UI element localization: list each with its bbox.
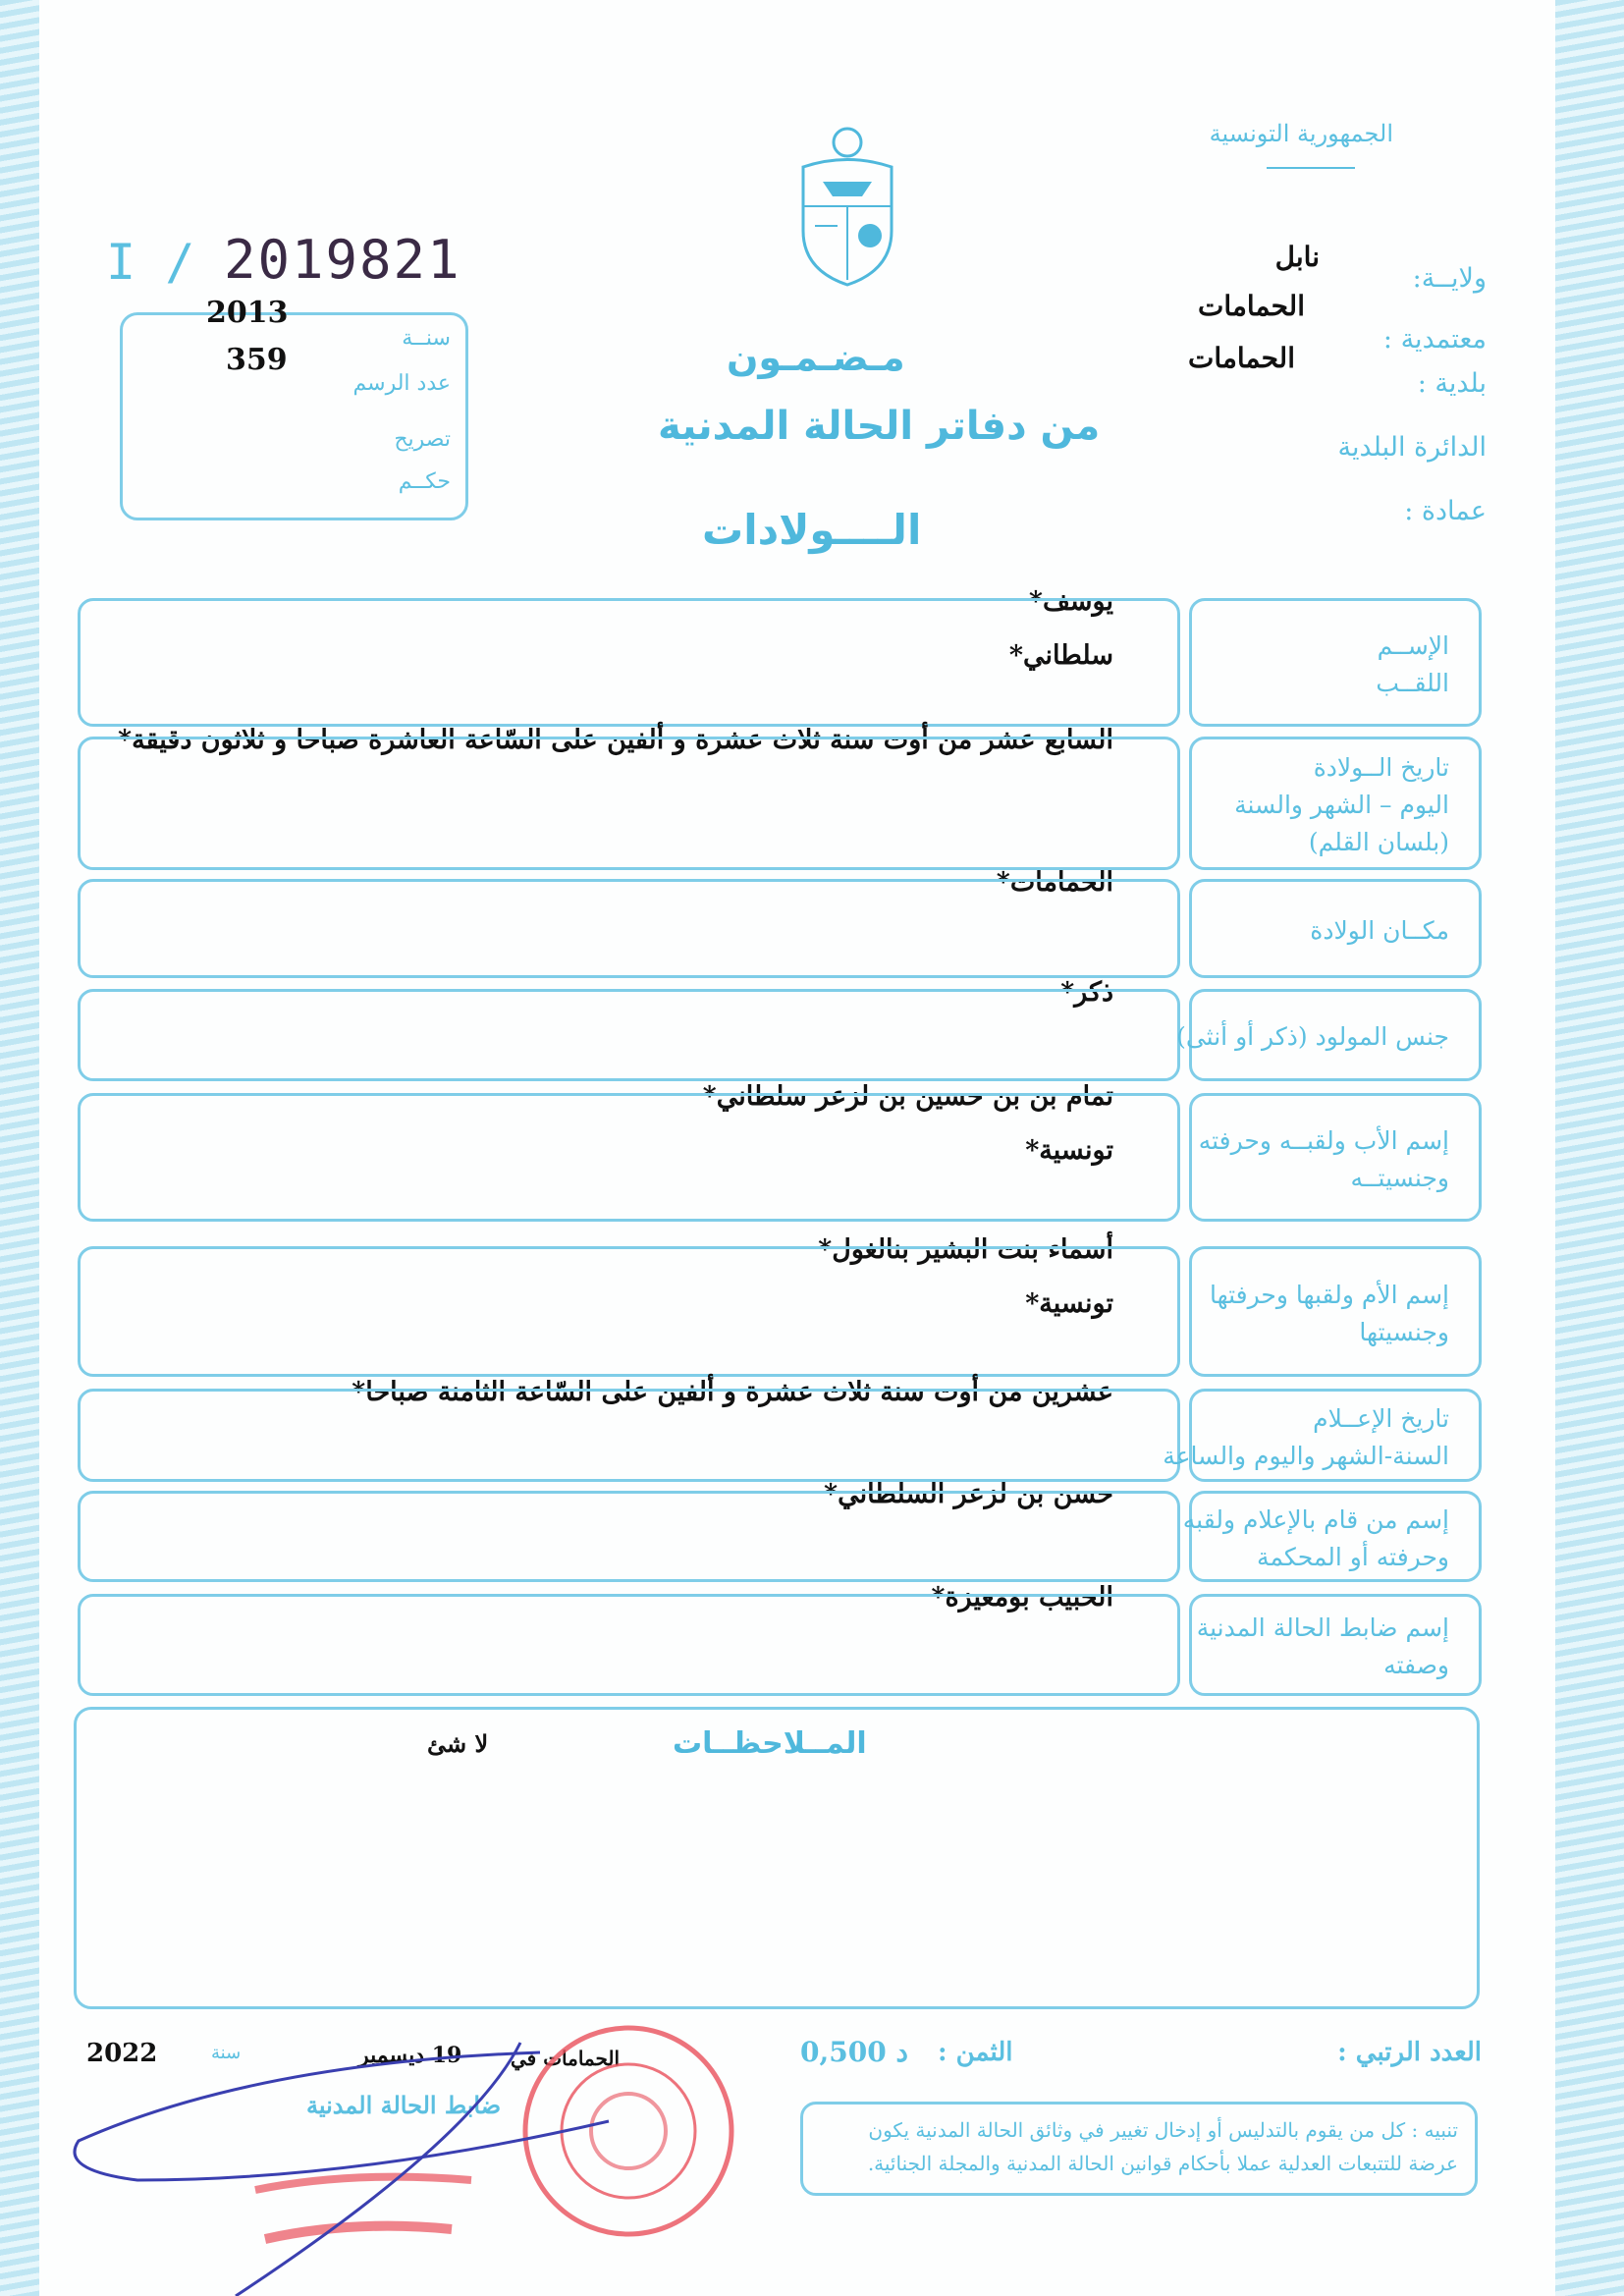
field-value: الحبيب بومعيزة*	[931, 1582, 1113, 1613]
sector-label: عمادة :	[1404, 496, 1487, 526]
official-stamp-and-signature	[59, 2023, 746, 2296]
field-label: إسم الأم ولقبها وحرفتها	[1209, 1280, 1449, 1309]
serial-number: 2019821	[224, 229, 461, 291]
serial-prefix: I /	[106, 234, 195, 291]
declaration-label: تصريح	[394, 427, 451, 452]
field-label-box	[1189, 1246, 1482, 1377]
field-value: يوسف*	[1028, 586, 1113, 617]
field-value: تونسية*	[1025, 1135, 1113, 1166]
field-value: تمام بن بن حسين بن لزعر سلطاني*	[702, 1081, 1113, 1112]
field-label: وحرفته أو المحكمة	[1257, 1542, 1449, 1571]
governorate-value: نابل	[1274, 241, 1320, 273]
field-value-box	[78, 1491, 1180, 1582]
judgment-label: حكــم	[398, 469, 451, 494]
field-label: إسم من قام بالإعلام ولقبه	[1182, 1504, 1449, 1534]
field-value: سلطاني*	[1008, 640, 1113, 671]
field-label: اللقــب	[1376, 668, 1449, 697]
issue-place: الحمامات في	[511, 2047, 621, 2070]
title-births: الــــولادات	[702, 506, 922, 554]
field-value-box	[78, 1093, 1180, 1222]
field-label-box	[1163, 1389, 1482, 1482]
field-value: السابع عشر من أوت سنة ثلاث عشرة و ألفين على السّاعة العاشرة صباحا و ثلاثون دقيقة*	[118, 725, 1113, 755]
field-value: حسن بن لزعر السلطاني*	[824, 1479, 1113, 1509]
field-label: السنة-الشهر واليوم والساعة	[1163, 1441, 1449, 1470]
divider	[1267, 167, 1355, 169]
issue-date: 19 ديسمبر	[358, 2043, 462, 2068]
record-act-number-label: عدد الرسم	[352, 371, 451, 396]
field-value: الحمامات*	[996, 867, 1113, 898]
coat-of-arms-emblem	[793, 123, 901, 290]
field-label: تاريخ الإعــلام	[1313, 1403, 1449, 1433]
field-label: اليوم – الشهر والسنة	[1234, 791, 1449, 819]
field-label-box	[1189, 598, 1482, 727]
field-label-box	[1182, 1491, 1482, 1582]
record-year: 2013	[206, 296, 289, 330]
left-security-border	[0, 0, 39, 2296]
price-label: الثمن :	[938, 2038, 1013, 2067]
field-label: إسم ضابط الحالة المدنية	[1196, 1613, 1449, 1642]
field-value: عشرين من أوت سنة ثلاث عشرة و ألفين على السّاعة الثامنة صباحا*	[352, 1377, 1113, 1407]
governorate-label: ولايــة:	[1412, 263, 1487, 294]
field-label: وجنسيتــه	[1350, 1163, 1449, 1192]
republic-label: الجمهورية التونسية	[1209, 120, 1393, 147]
field-value-box	[78, 1594, 1180, 1696]
field-label: جنس المولود (ذكر أو أنثى)	[1176, 1022, 1449, 1051]
title-registers: من دفاتر الحالة المدنية	[658, 404, 1101, 449]
field-value-box	[78, 1246, 1180, 1377]
remarks-value: لا شئ	[427, 1729, 489, 1758]
field-label-box	[1176, 989, 1482, 1081]
issue-year-label: سنة	[211, 2043, 242, 2063]
title-summary: مـضـمـون	[727, 336, 905, 379]
field-value: تونسية*	[1025, 1288, 1113, 1319]
record-act-number: 359	[226, 343, 288, 377]
field-value-box	[78, 1389, 1180, 1482]
municipality-label: بلدية :	[1417, 368, 1487, 399]
field-label: إسم الأب ولقبــه وحرفته	[1198, 1125, 1449, 1155]
field-label: (بلسان القلم)	[1308, 828, 1449, 856]
field-label: تاريخ الــولادة	[1313, 753, 1449, 782]
field-label: مكــان الولادة	[1310, 915, 1449, 945]
delegation-label: معتمدية :	[1382, 324, 1487, 355]
officer-label: ضابط الحالة المدنية	[306, 2091, 502, 2119]
warning-text: تنبيه : كل من يقوم بالتدليس أو إدخال تغيير في وثائق الحالة المدنية يكون عرضة للتتبعات العدلية عملا بأحكام قوانين الحالة المدنية والمجلة الجنائية.	[867, 2118, 1458, 2175]
price-value: 0,500 د	[800, 2036, 908, 2068]
field-value-box	[78, 598, 1180, 727]
field-value: أسماء بنت البشير بنالغول*	[818, 1234, 1113, 1265]
field-label-box	[1189, 737, 1482, 870]
field-value: ذكر*	[1060, 977, 1113, 1008]
field-value-box	[78, 737, 1180, 870]
right-security-border	[1555, 0, 1624, 2296]
remarks-label: المــلاحظــات	[673, 1726, 867, 1761]
field-label-box	[1189, 1093, 1482, 1222]
field-label-box	[1189, 1594, 1482, 1696]
issue-year: 2022	[86, 2039, 158, 2068]
field-value-box	[78, 879, 1180, 978]
field-label-box	[1189, 879, 1482, 978]
record-year-label: سنــة	[402, 326, 451, 351]
serial-order-label: العدد الرتبي :	[1337, 2038, 1482, 2067]
municipality-value: الحمامات	[1188, 342, 1295, 374]
delegation-value: الحمامات	[1198, 290, 1305, 322]
field-label: وجنسيتها	[1359, 1317, 1449, 1346]
district-label: الدائرة البلدية	[1337, 432, 1487, 463]
field-label: الإســم	[1377, 630, 1449, 660]
field-value-box	[78, 989, 1180, 1081]
field-label: وصفته	[1383, 1651, 1449, 1679]
